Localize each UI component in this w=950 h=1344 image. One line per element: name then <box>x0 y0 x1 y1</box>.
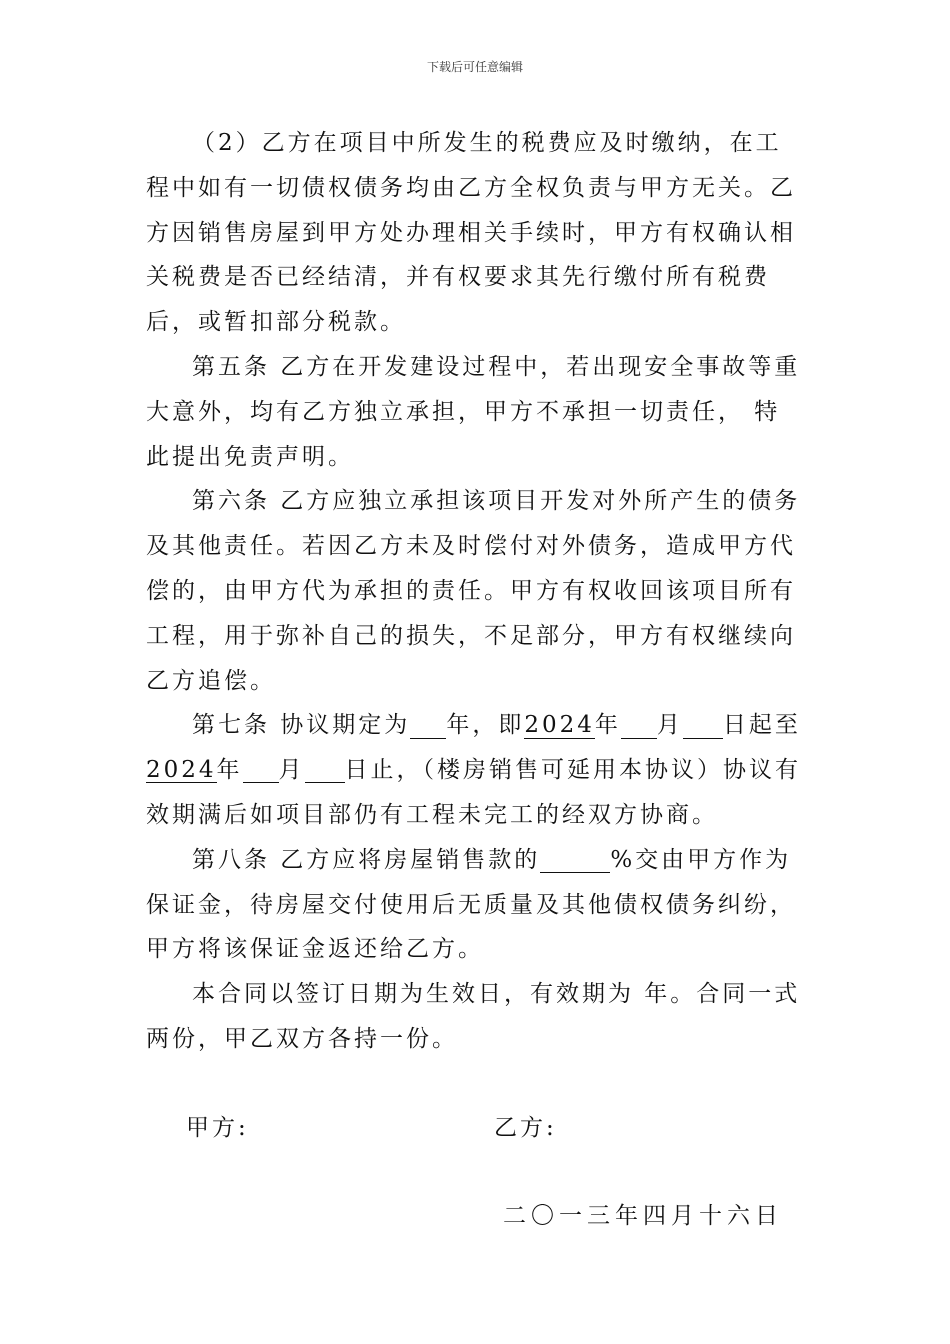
clause-effective-date: 本合同以签订日期为生效日，有效期为 年。合同一式两份，甲乙双方各持一份。 <box>146 981 801 1052</box>
clause-7-text-b: 年，即 <box>446 712 525 739</box>
start-month-blank <box>621 713 657 738</box>
clause-5-safety: 第五条 乙方在开发建设过程中，若出现安全事故等重大意外，均有乙方独立承担，甲方不承担一切责任， 特此提出免责声明。 <box>146 353 801 470</box>
end-year: 2024 <box>146 757 217 784</box>
clause-8-deposit <box>146 838 806 972</box>
deposit-percent-blank <box>540 848 610 873</box>
clause-8-text-b: %交由甲方作为保证金，待房屋交付使用后无质量及其他债权债务纠纷，甲方将该保证金返还给乙方。 <box>146 846 796 963</box>
clause-7-text-g: 月 <box>278 757 305 784</box>
end-day-blank <box>305 758 345 783</box>
end-month-blank <box>243 758 279 783</box>
page-header: 下载后可任意编辑 <box>426 60 523 74</box>
signing-date: 二〇一三年四月十六日 <box>503 1203 783 1229</box>
party-a-signature-label: 甲方: <box>186 1115 249 1141</box>
clause-7-text-d: 月 <box>656 712 683 739</box>
start-year: 2024 <box>524 712 595 739</box>
clause-7-text-c: 年 <box>594 712 621 739</box>
clause-7-text-h: 日止，（楼房销售可延用本协议）协议有效期满后如项目部仍有工程未完工的经双方协商。 <box>146 757 802 828</box>
clause-7-text-e: 日起至 <box>722 712 801 739</box>
clause-6-debts: 第六条 乙方应独立承担该项目开发对外所产生的债务及其他责任。若因乙方未及时偿付对外债务，造成甲方代偿的，由甲方代为承担的责任。甲方有权收回该项目所有工程，用于弥补自己的损失，不足部分，甲方有权继续向乙方追偿。 <box>146 488 801 694</box>
start-day-blank <box>683 713 723 738</box>
clause-8-text-a: 第八条 乙方应将房屋销售款的 <box>192 846 541 873</box>
clause-tax-payment: （2）乙方在项目中所发生的税费应及时缴纳，在工程中如有一切债权债务均由乙方全权负责与甲方无关。乙方因销售房屋到甲方处办理相关手续时，甲方有权确认相关税费是否已经结清，并有权要求其先行缴付所有税费后，或暂扣部分税款。 <box>146 130 796 336</box>
party-b-signature-label: 乙方: <box>494 1115 557 1141</box>
clause-7-text-a: 第七条 协议期定为 <box>192 712 411 739</box>
term-years-blank <box>410 713 446 738</box>
contract-body <box>146 121 806 1062</box>
clause-7-term <box>146 703 806 837</box>
clause-7-text-f: 年 <box>216 757 243 784</box>
